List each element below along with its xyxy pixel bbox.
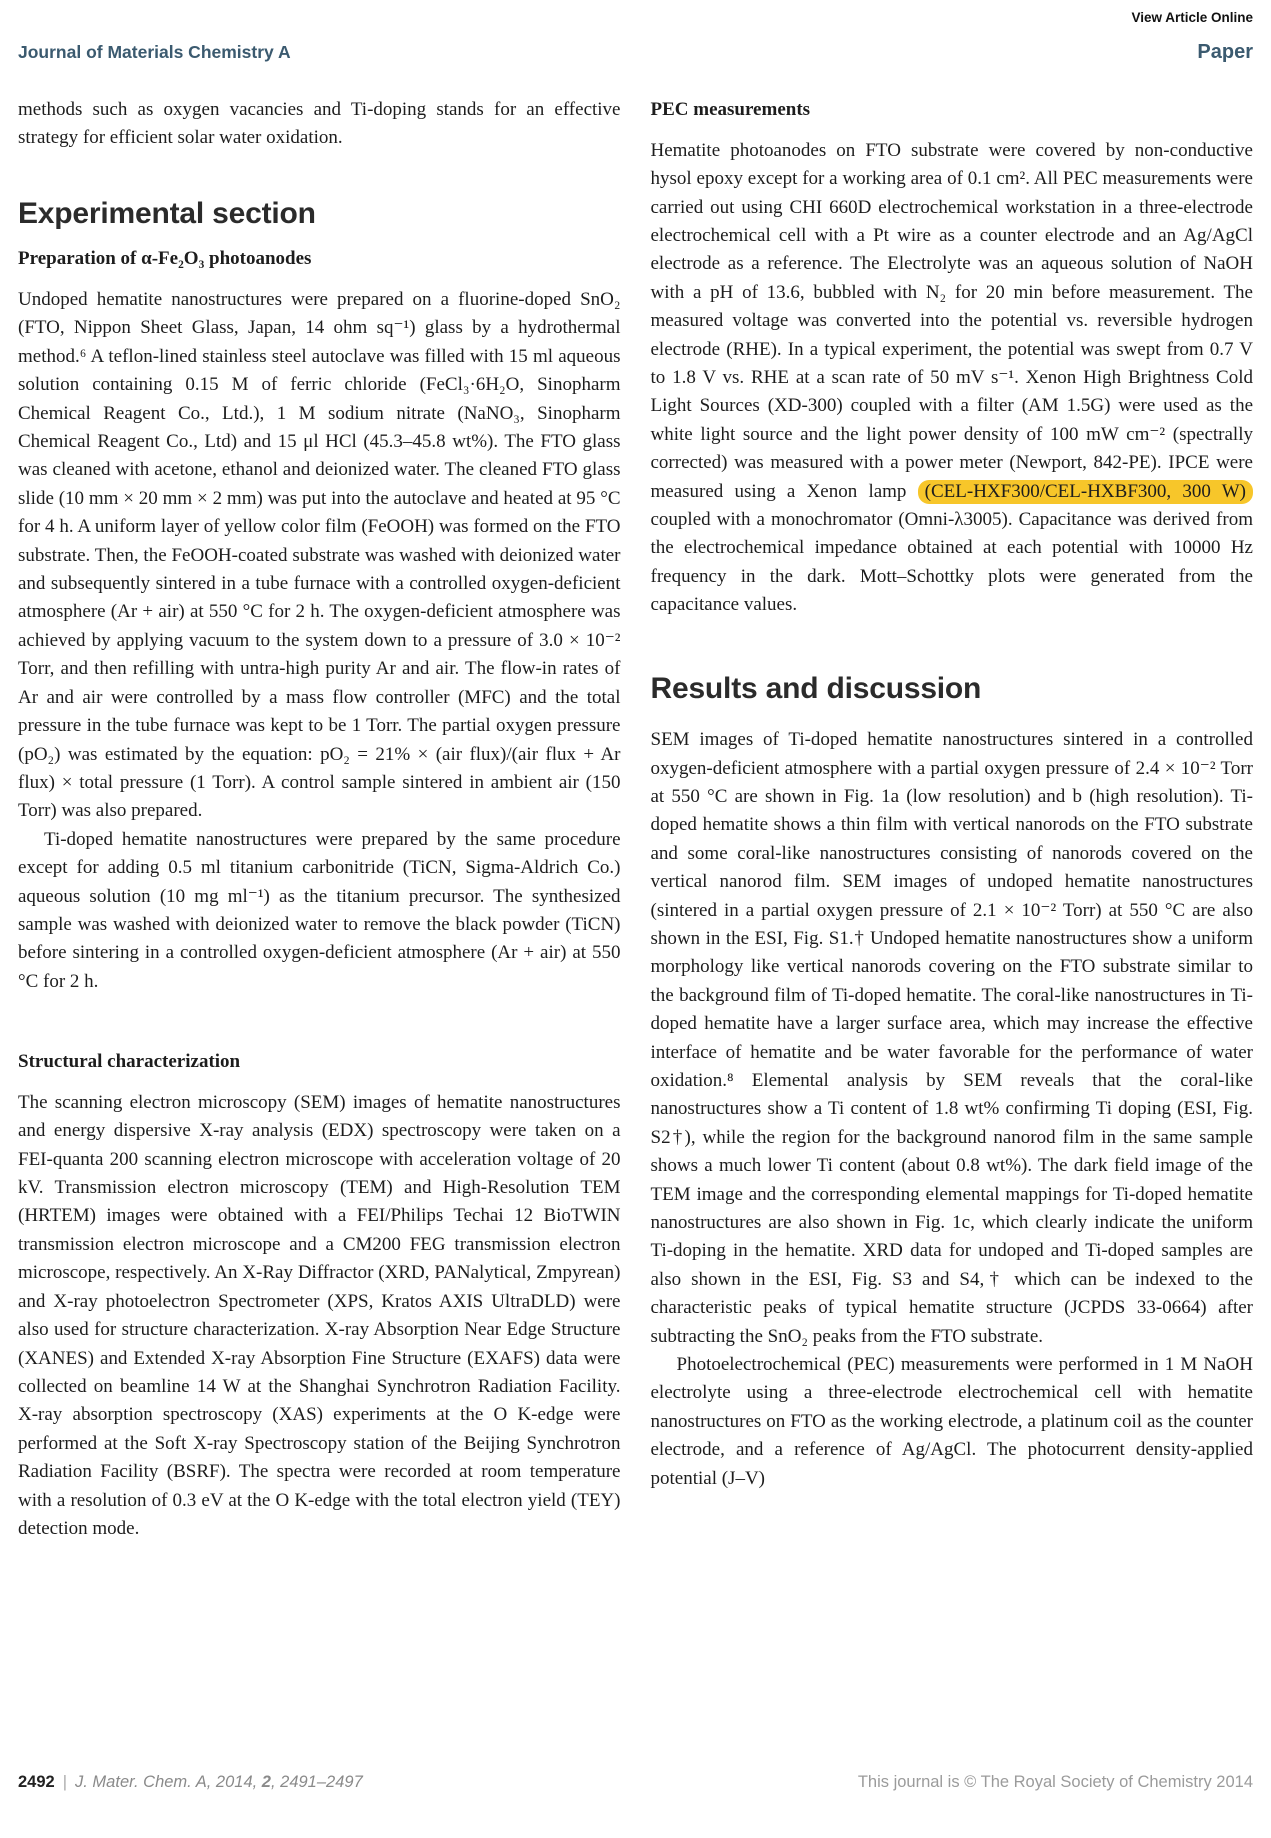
page-footer	[18, 1773, 1253, 1792]
intro-continued-paragraph: methods such as oxygen vacancies and Ti-doping stands for an effective strategy for efficient solar water oxidation.	[18, 99, 621, 149]
results-paragraph-1: SEM images of Ti-doped hematite nanostructures sintered in a controlled oxygen-deficient atmosphere with a partial oxygen pressure of 2.4 × 10⁻² Torr at 550 °C are shown in Fig. 1a (low resolution) and b (high resolution). Ti-doped hematite shows a thin film with vertical nanorods on the FTO substrate and some coral-like nanostructures consisting of nanorods covered on the vertical nanorod film. SEM images of undoped hematite nanostructures (sintered in a partial oxygen pressure of 2.1 × 10⁻² Torr) at 550 °C are also shown in the ESI, Fig. S1.† Undoped hematite nanostructures show a uniform morphology like vertical nanorods covering on the FTO substrate similar to the background film of Ti-doped hematite. The coral-like nanostructures in Ti-doped hematite have a larger surface area, which may increase the effective interface of hematite and be water favorable for the performance of water oxidation.⁸ Elemental analysis by SEM reveals that the coral-like nanostructures show a Ti content of 1.8 wt% confirming Ti doping (ESI, Fig. S2†), while the region for the background nanorod film in the same sample shows a much lower Ti content (about 0.8 wt%). The dark field image of the TEM image and the corresponding elemental mappings for Ti-doped hematite nanostructures are also shown in Fig. 1c, which clearly indicate the uniform Ti-doping in the hematite. XRD data for undoped and Ti-doped samples are also shown in the ESI, Fig. S3 and S4,† which can be indexed to the characteristic peaks of typical hematite structure (JCPDS 33-0664) after subtracting the SnO₂ peaks from the FTO substrate.	[650, 729, 1253, 1347]
footer-separator: |	[62, 1773, 68, 1791]
masthead	[18, 41, 1253, 64]
article-body	[18, 96, 1253, 1543]
pec-measurements-subheading: PEC measurements	[650, 99, 811, 120]
right-column	[651, 96, 1254, 1543]
preparation-paragraph-2: Ti-doped hematite nanostructures were prepared by the same procedure except for adding 0.5 ml titanium carbonitride (TiCN, Sigma-Aldrich Co.) aqueous solution (10 mg ml⁻¹) as the titanium precursor. The synthesized sample was washed with deionized water to remove the black powder (TiCN) before sintering in a controlled oxygen-deficient atmosphere (Ar + air) at 550 °C for 2 h.	[18, 828, 621, 992]
structural-characterization-paragraph: The scanning electron microscopy (SEM) images of hematite nanostructures and energy dispersive X-ray analysis (EDX) spectroscopy were taken on a FEI-quanta 200 scanning electron microscope with acceleration voltage of 20 kV. Transmission electron microscopy (TEM) and High-Resolution TEM (HRTEM) images were obtained with a FEI/Philips Techai 12 BioTWIN transmission electron microscope and a CM200 FEG transmission electron microscope, respectively. An X-Ray Diffractor (XRD, PANalytical, Zmpyrean) and X-ray photoelectron Spectrometer (XPS, Kratos AXIS UltraDLD) were also used for structure characterization. X-ray Absorption Near Edge Structure (XANES) and Extended X-ray Absorption Fine Structure (EXAFS) data were collected on beamline 14 W at the Shanghai Synchrotron Radiation Facility. X-ray absorption spectroscopy (XAS) experiments at the O K-edge were performed at the Soft X-ray Spectroscopy station of the Beijing Synchrotron Radiation Facility (BSRF). The spectra were recorded at room temperature with a resolution of 0.3 eV at the O K-edge with the total electron yield (TEY) detection mode.	[18, 1091, 621, 1539]
pec-measurements-paragraph	[651, 137, 1254, 620]
results-discussion-heading: Results and discussion	[650, 671, 982, 705]
citation-prefix: J. Mater. Chem. A, 2014,	[75, 1773, 262, 1791]
article-type-label: Paper	[1197, 41, 1253, 63]
pec-text-after-highlight: coupled with a monochromator (Omni-λ3005). Capacitance was derived from the electrochemical impedance obtained at each potential with 10000 Hz frequency in the dark. Mott–Schottky plots were generated from the capacitance values.	[650, 508, 1253, 616]
copyright-notice: This journal is © The Royal Society of Chemistry 2014	[857, 1773, 1253, 1791]
results-paragraph-2: Photoelectrochemical (PEC) measurements were performed in 1 M NaOH electrolyte using a three-electrode electrochemical cell with hematite nanostructures on FTO as the working electrode, a platinum coil as the counter electrode, and a reference of Ag/AgCl. The photocurrent density-applied potential (J–V)	[650, 1354, 1253, 1489]
structural-characterization-subheading: Structural characterization	[18, 1051, 241, 1073]
journal-citation	[75, 1773, 363, 1791]
preparation-paragraph-1: Undoped hematite nanostructures were prepared on a fluorine-doped SnO₂ (FTO, Nippon Sheet Glass, Japan, 14 ohm sq⁻¹) glass by a hydrothermal method.⁶ A teflon-lined stainless steel autoclave was filled with 15 ml aqueous solution containing 0.15 M of ferric chloride (FeCl₃·6H₂O, Sinopharm Chemical Reagent Co., Ltd.), 1 M sodium nitrate (NaNO₃, Sinopharm Chemical Reagent Co., Ltd) and 15 μl HCl (45.3–45.8 wt%). The FTO glass was cleaned with acetone, ethanol and deionized water. The cleaned FTO glass slide (10 mm × 20 mm × 2 mm) was put into the autoclave and heated at 95 °C for 4 h. A uniform layer of yellow color film (FeOOH) was formed on the FTO substrate. Then, the FeOOH-coated substrate was washed with deionized water and subsequently sintered in a tube furnace with a controlled oxygen-deficient atmosphere (Ar + air) at 550 °C for 2 h. The oxygen-deficient atmosphere was achieved by applying vacuum to the system down to a pressure of 3.0 × 10⁻² Torr, and then refilling with untra-high purity Ar and air. The flow-in rates of Ar and air were controlled by a mass flow controller (MFC) and the total pressure in the tube furnace was kept to be 1 Torr. The partial oxygen pressure (pO₂) was estimated by the equation: pO₂ = 21% × (air flux)/(air flux + Ar flux) × total pressure (1 Torr). A control sample sintered in ambient air (150 Torr) was also prepared.	[18, 289, 621, 822]
left-column	[18, 96, 621, 1543]
experimental-section-heading: Experimental section	[18, 196, 316, 230]
footer-citation-block	[18, 1773, 363, 1792]
citation-suffix: , 2491–2497	[270, 1773, 363, 1791]
journal-name: Journal of Materials Chemistry A	[18, 42, 291, 62]
view-article-online-link[interactable]: View Article Online	[1131, 10, 1253, 25]
pec-text-before-highlight: Hematite photoanodes on FTO substrate were covered by non-conductive hysol epoxy except for a working area of 0.1 cm². All PEC measurements were carried out using CHI 660D electrochemical workstation in a three-electrode electrochemical cell with a Pt wire as a counter electrode and an Ag/AgCl electrode as a reference. The Electrolyte was an aqueous solution of NaOH with a pH of 13.6, bubbled with N₂ for 20 min before measurement. The measured voltage was converted into the potential vs. reversible hydrogen electrode (RHE). In a typical experiment, the potential was swept from 0.7 V to 1.8 V vs. RHE at a scan rate of 50 mV s⁻¹. Xenon High Brightness Cold Light Sources (XD-300) coupled with a filter (AM 1.5G) were used as the white light source and the light power density of 100 mW cm⁻² (spectrally corrected) was measured with a power meter (Newport, 842-PE). IPCE were measured using a Xenon lamp	[650, 139, 1253, 502]
highlight-annotation[interactable]: (CEL-HXF300/CEL-HXBF300, 300 W)	[918, 480, 1253, 504]
preparation-subheading: Preparation of α-Fe₂O₃ photoanodes	[18, 248, 312, 270]
citation-volume: 2	[261, 1773, 271, 1791]
page-number: 2492	[18, 1773, 55, 1791]
